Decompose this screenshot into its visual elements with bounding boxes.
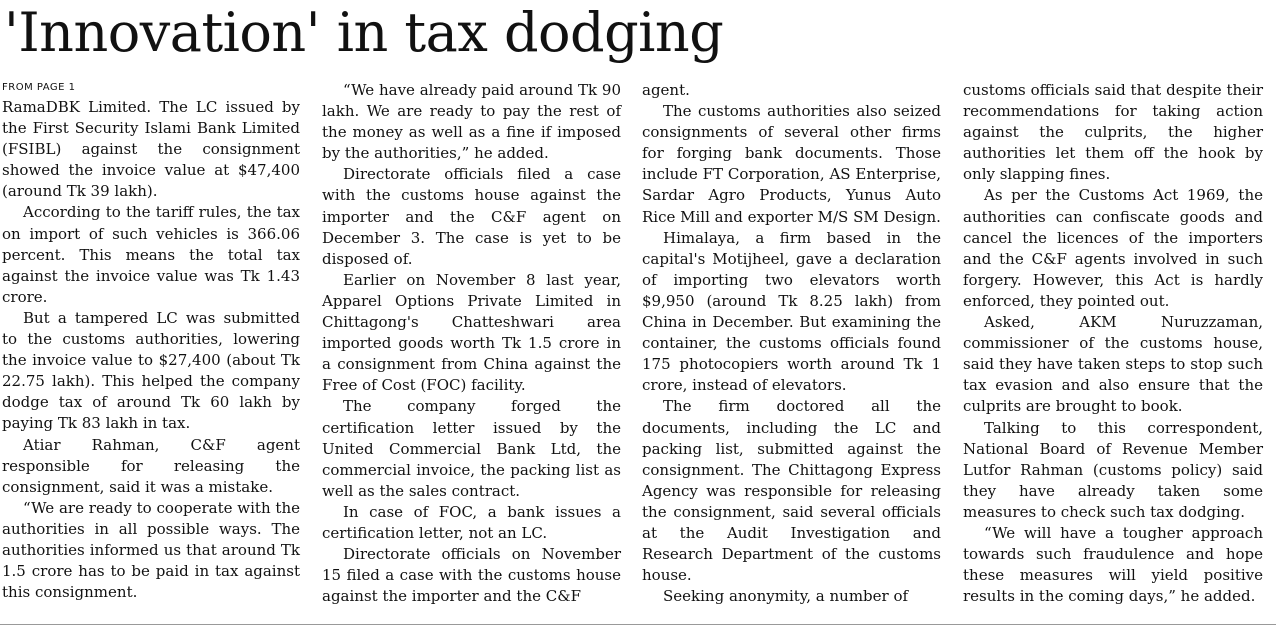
headline: 'Innovation' in tax dodging (4, 1, 724, 64)
paragraph: According to the tariff rules, the tax on import of such vehicles is 366.06 percent. This means the total tax against the invoice value was Tk 1.43 crore. (2, 203, 300, 306)
paragraph: Himalaya, a firm based in the capital's Motijheel, gave a declaration of importing two elevators worth $9,950 (around Tk 8.25 lakh) from China in December. But examining the container, the customs officials found 175 photocopiers worth around Tk 1 crore, instead of elevators. (642, 228, 941, 395)
paragraph: But a tampered LC was submitted to the customs authorities, lowering the invoice value to $27,400 (about Tk 22.75 lakh). This helped the company dodge tax of around Tk 60 lakh by paying Tk 83 lakh in tax. (2, 308, 300, 433)
paragraph: Asked, AKM Nuruzzaman, commissioner of the customs house, said they have taken steps to stop such tax evasion and also ensure that the culprits are brought to book. (963, 313, 1263, 416)
column-2 (322, 80, 621, 607)
paragraph: Atiar Rahman, C&F agent responsible for releasing the consignment, said it was a mistake. (2, 435, 300, 496)
paragraph: RamaDBK Limited. The LC issued by the First Security Islami Bank Limited (FSIBL) against the consignment showed the invoice value at $47,400 (around Tk 39 lakh). (2, 98, 300, 201)
paragraph: “We have already paid around Tk 90 lakh. We are ready to pay the rest of the money as well as a fine if imposed by the authorities,” he added. (322, 81, 621, 163)
paragraph: agent. (642, 81, 690, 99)
paragraph: “We will have a tougher approach towards such fraudulence and hope these measures will yield positive results in the coming days,” he added. (963, 523, 1263, 606)
paragraph: The customs authorities also seized consignments of several other firms for forging bank documents. Those include FT Corporation, AS Enterprise, Sardar Agro Products, Yunus Auto Rice Mill and exporter M/S SM Design. (642, 102, 941, 226)
paragraph: Seeking anonymity, a number of (663, 587, 909, 606)
paragraph: The company forged the certification letter issued by the United Commercial Bank Ltd, the commercial invoice, the packing list as well as the sales contract. (322, 397, 621, 500)
paragraph: As per the Customs Act 1969, the authorities can confiscate goods and cancel the licences of the importers and the C&F agents involved in such forgery. However, this Act is hardly enforced, they pointed out. (963, 186, 1263, 310)
paragraph: Directorate officials filed a case with the customs house against the importer and the C&F agent on December 3. The case is yet to be disposed of. (322, 165, 621, 268)
paragraph: In case of FOC, a bank issues a certification letter, not an LC. (322, 502, 621, 542)
column-3 (642, 80, 941, 607)
kicker: FROM PAGE 1 (2, 82, 76, 93)
paragraph: customs officials said that despite their recommendations for taking action against the culprits, the higher authorities let them off the hook by only slapping fines. (963, 81, 1263, 184)
bottom-rule (0, 624, 1276, 625)
paragraph: Earlier on November 8 last year, Apparel Options Private Limited in Chittagong's Chatteshwari area imported goods worth Tk 1.5 crore in a consignment from China against the Free of Cost (FOC) facility. (322, 270, 621, 395)
column-4 (963, 80, 1263, 607)
column-1 (2, 80, 300, 603)
paragraph: The firm doctored all the documents, including the LC and packing list, submitted against the consignment. The Chittagong Express Agency was responsible for releasing the consignment, said several officials at the Audit Investigation and Research Department of the customs house. (642, 397, 941, 585)
paragraph: “We are ready to cooperate with the authorities in all possible ways. The authorities informed us that around Tk 1.5 crore has to be paid in tax against this consignment. (2, 498, 300, 602)
paragraph: Talking to this correspondent, National Board of Revenue Member Lutfor Rahman (customs policy) said they have already taken some measures to check such tax dodging. (963, 418, 1263, 521)
paragraph: Directorate officials on November 15 filed a case with the customs house against the importer and the C&F (322, 545, 621, 606)
